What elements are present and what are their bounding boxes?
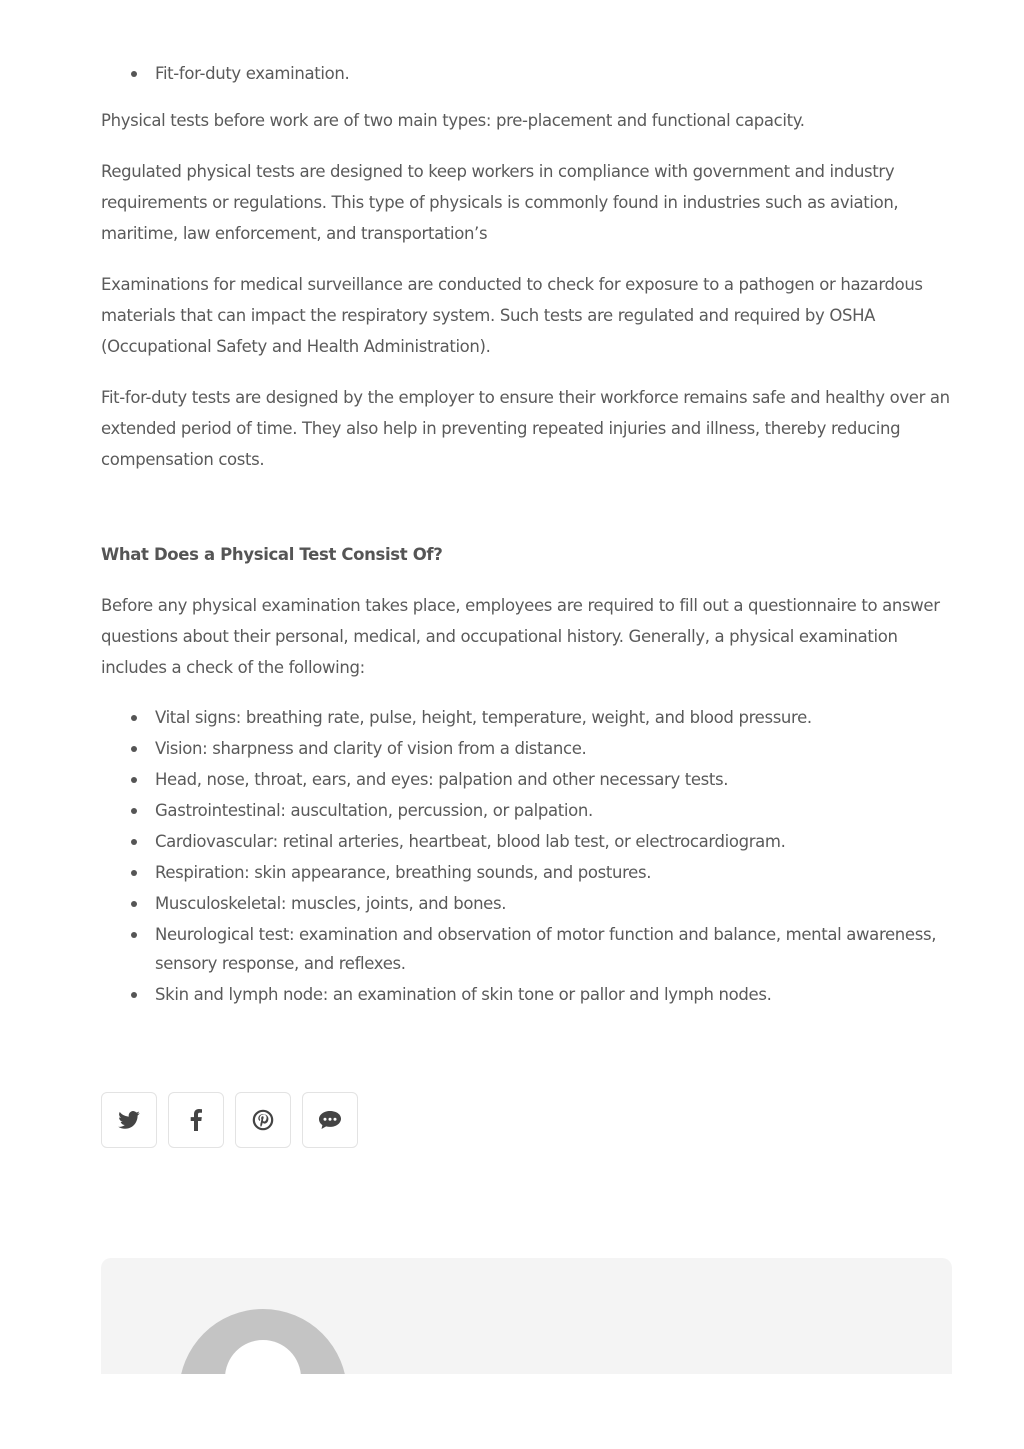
paragraph: Before any physical examination takes place, employees are required to fill out a questionnaire to answer questions about their personal, medical, and occupational history. Generally, a physical examination includes a check of the following:: [101, 596, 940, 677]
list-item: Musculoskeletal: muscles, joints, and bones.: [155, 889, 951, 918]
list-item: Neurological test: examination and observation of motor function and balance, mental awareness, sensory response, and reflexes.: [155, 920, 951, 978]
list-item: Gastrointestinal: auscultation, percussion, or palpation.: [155, 796, 951, 825]
avatar: [179, 1309, 347, 1374]
paragraph: Physical tests before work are of two main types: pre-placement and functional capacity.: [101, 111, 805, 130]
facebook-icon: [190, 1109, 202, 1131]
pinterest-share-button[interactable]: [235, 1092, 291, 1148]
paragraph: Fit-for-duty tests are designed by the employer to ensure their workforce remains safe and healthy over an extended period of time. They also help in preventing repeated injuries and illness, thereby reducing compensation costs.: [101, 388, 950, 469]
twitter-icon: [118, 1111, 140, 1129]
list-item: Respiration: skin appearance, breathing sounds, and postures.: [155, 858, 951, 887]
list-item: Skin and lymph node: an examination of skin tone or pallor and lymph nodes.: [155, 980, 951, 1009]
list-item: Fit-for-duty examination.: [155, 56, 951, 92]
avatar-head: [225, 1340, 301, 1374]
author-box: [101, 1258, 952, 1374]
comment-share-button[interactable]: [302, 1092, 358, 1148]
paragraph: Regulated physical tests are designed to keep workers in compliance with government and industry requirements or regulations. This type of physicals is commonly found in industries such as aviation, maritime, law enforcement, and transportation’s: [101, 162, 899, 243]
pinterest-icon: [252, 1109, 274, 1131]
facebook-share-button[interactable]: [168, 1092, 224, 1148]
twitter-share-button[interactable]: [101, 1092, 157, 1148]
exam-types-list: [101, 56, 951, 92]
share-buttons: [101, 1092, 358, 1148]
list-item: Vision: sharpness and clarity of vision from a distance.: [155, 734, 951, 763]
exam-checklist: [101, 703, 951, 1009]
list-item: Vital signs: breathing rate, pulse, height, temperature, weight, and blood pressure.: [155, 703, 951, 732]
list-item: Cardiovascular: retinal arteries, heartbeat, blood lab test, or electrocardiogram.: [155, 827, 951, 856]
paragraph: Examinations for medical surveillance are conducted to check for exposure to a pathogen or hazardous materials that can impact the respiratory system. Such tests are regulated and required by OSHA (Occupational Safety and Health Administration).: [101, 275, 923, 356]
list-item: Head, nose, throat, ears, and eyes: palpation and other necessary tests.: [155, 765, 951, 794]
article-body: [101, 56, 951, 1023]
section-heading: What Does a Physical Test Consist Of?: [101, 545, 443, 564]
comment-icon: [318, 1110, 342, 1130]
